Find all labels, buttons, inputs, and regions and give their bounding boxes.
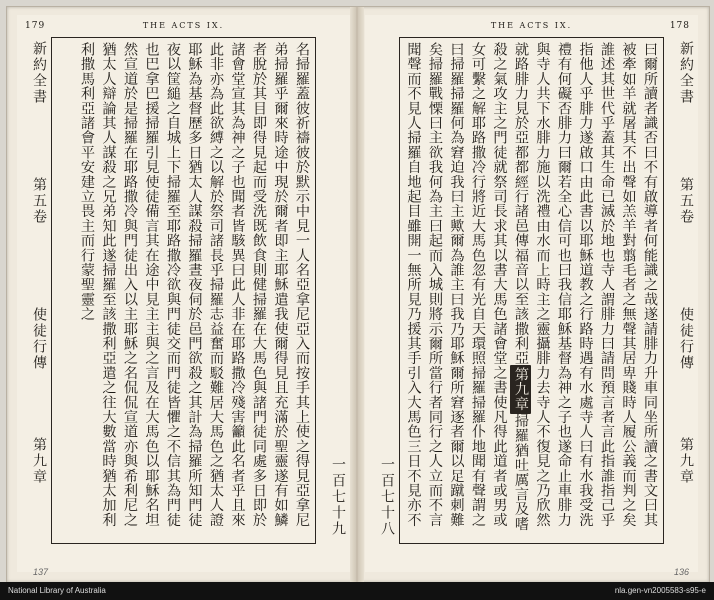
book-spread [6, 6, 710, 583]
right-text-frame [399, 37, 664, 544]
left-chapter: 第九章 [31, 437, 47, 485]
right-page-number: 178 [669, 21, 690, 31]
right-page [365, 15, 698, 572]
right-running-title: THE ACTS IX. [490, 21, 573, 30]
left-page-number: 179 [25, 21, 46, 31]
right-pencil-note: 136 [673, 567, 689, 577]
left-body-text: 名掃羅蓋彼祈禱彼於默示中見一人名亞拿尼亞入而按手其上使之得見亞拿尼弟掃羅乎爾來時途中現於爾者即主耶穌遣我使爾得見且充滿於聖靈遂有如鱗者脫於其目即得見起而受洗既飲食則健掃羅在大馬色與諸門徒同處多日即於諸會堂宣其為神之子也聞者皆駭異曰此人非在耶路撒冷殘害籲此名者乎且來此非亦為此欲縛之以解於祭司諸長乎掃羅志益奮而駁難居大馬色之猶太人證耶穌為基督歷多日猶太人謀殺掃羅晝夜伺於邑門欲殺之其計為掃羅所知門徒夜以筐縋之自城上下掃羅至耶路撒冷欲與門徒交而門徒皆懼之不信其為門徒也巴拿巴援掃羅引見使徒備言其在途中見主主與之言及在大馬色以耶穌名坦然宣道於是掃羅在耶路撒冷與門徒出入以主耶穌之名侃侃宣道亦與希利尼之猶太人辯論其人謀殺之兄弟知此遂掃羅至該撒利亞遣之往大數當時猶太加利利撒馬利亞諸會平安建立畏主而行蒙聖靈之 [79, 42, 310, 528]
right-body-part2: 掃羅猶吐厲言及嗜殺之氣攻主之門徒就祭司長求其以書大馬色諸會堂之書使凡得此道者或男或女可繫之解耶路撒冷行將近大馬色忽有光自天環照掃羅掃羅仆地聞有聲謂之曰掃羅掃羅何為窘迫我曰主歟爾為誰主曰我乃耶穌爾所窘逐者爾以足蹴刺難矣掃羅戰慄曰主欲我何為主曰起而入城則將示爾所當行者同行之人立而不言聞聲而不見人掃羅自地起目雖開一無所見乃援其手引入大馬色三日不見亦不 [405, 42, 529, 532]
right-outer-margin-column [666, 37, 696, 544]
right-volume: 第五卷 [678, 177, 694, 225]
left-volume: 第五卷 [31, 177, 47, 225]
left-book-title: 新約全書 [31, 41, 47, 105]
left-outer-margin-column [19, 37, 49, 544]
right-body-text [403, 42, 660, 539]
left-book-name: 使徒行傳 [31, 307, 47, 371]
right-chapter: 第九章 [678, 437, 694, 485]
right-folio-number: 一百七十八 [379, 457, 395, 537]
left-text-frame [51, 37, 316, 544]
left-running-head [25, 21, 342, 35]
left-page [17, 15, 350, 572]
right-running-head [373, 21, 690, 35]
right-inner-margin-column [367, 37, 397, 544]
library-credit: National Library of Australia [8, 586, 106, 595]
left-pencil-note: 137 [33, 567, 49, 577]
right-book-name: 使徒行傳 [678, 307, 694, 371]
left-inner-margin-column [318, 37, 348, 544]
book-gutter [350, 7, 364, 582]
chapter-marker: 第九章 [510, 365, 532, 413]
left-folio-number: 一百七十九 [330, 457, 346, 537]
right-body-part1: 曰爾所讀者識否曰不有啟導者何能識之哉遂請腓力升車同坐所讀之書文曰其被牽如羊就屠其不出聲如羔羊對翦毛者之無聲其居卑賤時人履公義而判之矣誰述其世代乎蓋其生命已滅於地也寺人謂腓力曰請問預言者言此指誰指己乎指他人乎腓力遂啟口由此書以耶穌道教之行路時遇有水處寺人曰有水我受洗禮有何礙否腓力曰爾若全心信可也曰我信耶穌基督為神之子也遂命止車腓力與寺人共下水腓力施以洗禮由水而上時主之靈攝腓力去寺人不復見之乃欣然就路腓力見於亞都都經行諸邑傳福音以至該撒利亞 [513, 42, 658, 528]
item-identifier: nla.gen-vn2005583-s95-e [614, 586, 706, 595]
left-running-title: THE ACTS IX. [142, 21, 225, 30]
archive-footer [0, 582, 714, 600]
right-book-title: 新約全書 [678, 41, 694, 105]
